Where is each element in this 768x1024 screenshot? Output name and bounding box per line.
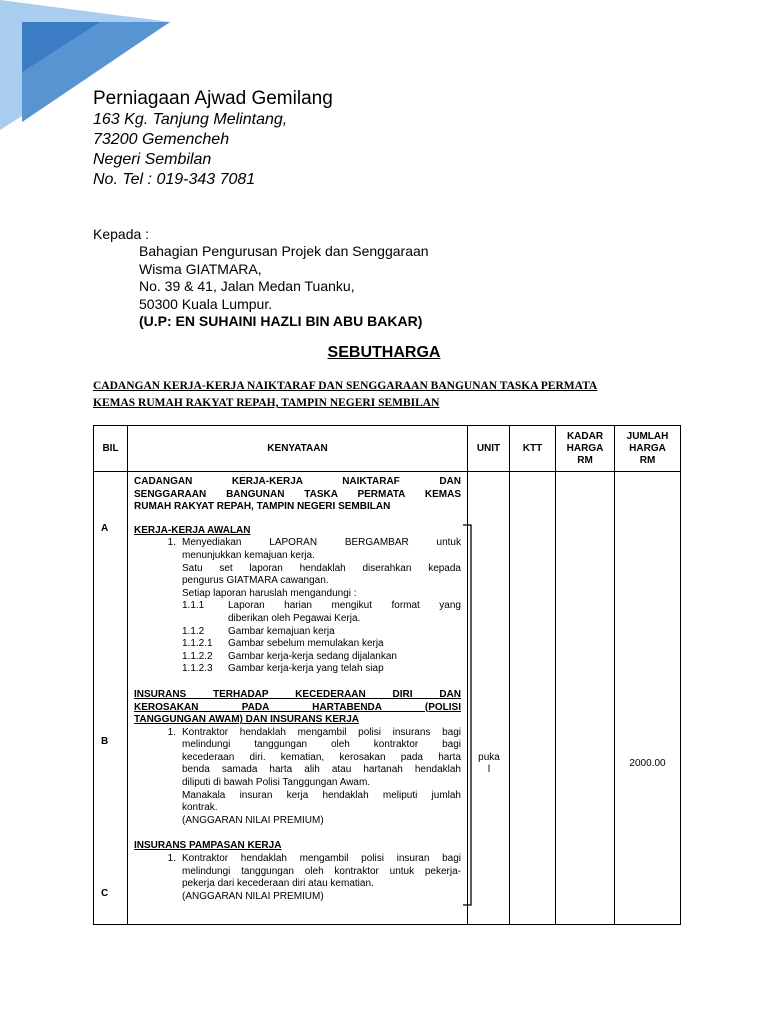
recipient-block [139, 243, 429, 331]
section-b-heading-line: TANGGUNGAN AWAM) DAN INSURANS KERJA [134, 714, 359, 726]
address-line: 163 Kg. Tanjung Melintang, [93, 111, 288, 128]
sub-item [134, 638, 461, 651]
unit-value [474, 752, 504, 776]
address-line: 73200 Gemencheh [93, 131, 230, 148]
bil-b: B [101, 736, 109, 747]
jumlah-value: 2000.00 [629, 758, 666, 769]
bil-cell [94, 472, 128, 925]
section-b-heading-line: KEROSAKAN PADA HARTABENDA (POLISI [134, 701, 461, 713]
bil-c: C [101, 888, 109, 899]
section-a-para [134, 563, 461, 601]
bracket-line [463, 525, 471, 905]
bil-a: A [101, 523, 109, 534]
sub-item [134, 663, 461, 676]
section-c-item [134, 853, 461, 903]
kadar-cell [556, 472, 615, 925]
premium-note: (ANGGARAN NILAI PREMIUM) [182, 814, 324, 826]
item-line: benda samada harta alih atau hartanah hendaklah [182, 764, 461, 776]
document-title: SEBUTHARGA [327, 344, 441, 361]
header-jumlah-harga [615, 426, 681, 472]
para-line: Satu set laporan hendaklah diserahkan kepada [182, 562, 461, 574]
item-line: diliputi di bawah Polisi Tanggungan Awam. [182, 777, 371, 789]
sub-number: 1.1.2.3 [182, 663, 213, 675]
item-text [182, 537, 461, 562]
company-name: Perniagaan Ajwad Gemilang [93, 88, 333, 109]
sub-line: diberikan oleh Pegawai Kerja. [228, 612, 361, 624]
item-text [182, 853, 461, 903]
section-b-item [134, 727, 461, 790]
attention-line: (U.P: EN SUHAINI HAZLI BIN ABU BAKAR) [139, 313, 423, 329]
item-line: melindungi tanggungan oleh kontraktor bagi [182, 739, 461, 751]
recipient-line: 50300 Kuala Lumpur. [139, 295, 273, 312]
header-jumlah-line: RM [639, 454, 656, 466]
intro-line: SENGGARAAN BANGUNAN TASKA PERMATA KEMAS [134, 488, 461, 500]
item-number: 1. [167, 853, 176, 865]
item-line: kecederaan diri. kematian, kerosakan pada harta [182, 751, 461, 763]
section-a [134, 525, 461, 676]
section-c-heading: INSURANS PAMPASAN KERJA [134, 840, 282, 852]
header-jumlah-line: HARGA [629, 442, 666, 454]
sub-line: Gambar kerja-kerja yang telah siap [228, 663, 384, 675]
header-kenyataan: KENYATAAN [128, 426, 468, 472]
section-a-heading: KERJA-KERJA AWALAN [134, 524, 251, 536]
header-bil: BIL [94, 426, 128, 472]
section-b-heading-line: INSURANS TERHADAP KECEDERAAN DIRI DAN [134, 688, 461, 700]
sub-number: 1.1.2.1 [182, 638, 213, 650]
unit-value-line: puka [478, 752, 500, 763]
sub-line: Laporan harian mengikut format yang [228, 600, 461, 612]
para-line: pengurus GIATMARA cawangan. [182, 575, 329, 587]
item-line: melindungi tanggungan oleh kontraktor untuk pekerja- [182, 865, 461, 877]
phone-line: No. Tel : 019-343 7081 [93, 171, 256, 188]
bracket-graphic [462, 524, 474, 906]
section-a-item [134, 537, 461, 562]
header-unit: UNIT [468, 426, 510, 472]
sub-line: Gambar kemajuan kerja [228, 625, 335, 637]
sub-line: Gambar kerja-kerja sedang dijalankan [228, 650, 397, 662]
subject [93, 378, 683, 412]
intro-block [134, 476, 461, 514]
subject-line: KEMAS RUMAH RAKYAT REPAH, TAMPIN NEGERI SEMBILAN [93, 397, 440, 409]
recipient-line: Wisma GIATMARA, [139, 260, 262, 277]
header-kadar-line: HARGA [566, 442, 604, 454]
sub-number: 1.1.2.2 [182, 650, 213, 662]
quotation-table [93, 425, 681, 925]
sub-text [228, 600, 461, 625]
section-b [134, 689, 461, 828]
jumlah-cell [615, 472, 681, 925]
item-text [182, 727, 461, 790]
item-number: 1. [167, 537, 176, 549]
item-line: menunjukkan kemajuan kerja. [182, 549, 315, 561]
header-kadar-harga [556, 426, 615, 472]
header-jumlah-line: JUMLAH [626, 430, 669, 442]
sender-block [93, 88, 693, 190]
sub-item [134, 600, 461, 625]
subject-line: CADANGAN KERJA-KERJA NAIKTARAF DAN SENGGARAAN BANGUNAN TASKA PERMATA [93, 380, 598, 392]
header-kadar-line: KADAR [566, 430, 604, 442]
item-number: 1. [167, 726, 176, 738]
recipient-line: No. 39 & 41, Jalan Medan Tuanku, [139, 278, 355, 294]
sub-item [134, 651, 461, 664]
header-kadar-line: RM [577, 454, 593, 466]
premium-note: (ANGGARAN NILAI PREMIUM) [182, 890, 324, 902]
sub-item [134, 626, 461, 639]
kenyataan-cell [128, 472, 468, 925]
sub-number: 1.1.2 [182, 625, 205, 637]
item-line: Menyediakan LAPORAN BERGAMBAR untuk [182, 537, 461, 549]
para-line: Manakala insuran kerja hendaklah meliputi jumlah [182, 789, 461, 801]
item-line: Kontraktor hendaklah mengambil polisi insurans bagi [182, 726, 461, 738]
address-line: Negeri Sembilan [93, 151, 212, 168]
header-ktt: KTT [510, 426, 556, 472]
recipient-line: Bahagian Pengurusan Projek dan Senggaraan [139, 243, 429, 259]
item-line: pekerja dari kecederaan diri atau kematian. [182, 878, 374, 890]
ktt-cell [510, 472, 556, 925]
section-b-para [134, 790, 461, 828]
para-line: kontrak. [182, 802, 218, 814]
item-line: Kontraktor hendaklah mengambil polisi insuran bagi [182, 853, 461, 865]
recipient-label: Kepada : [93, 226, 150, 242]
para-line: Setiap laporan haruslah mengandungi : [182, 587, 357, 599]
sub-number: 1.1.1 [182, 600, 205, 612]
sub-line: Gambar sebelum memulakan kerja [228, 638, 384, 650]
intro-line: RUMAH RAKYAT REPAH, TAMPIN NEGERI SEMBILAN [134, 501, 391, 513]
section-c [134, 840, 461, 903]
table-body-row [94, 472, 681, 925]
intro-line: CADANGAN KERJA-KERJA NAIKTARAF DAN [134, 476, 461, 487]
table-header-row [94, 426, 681, 472]
unit-value-line: l [487, 764, 491, 775]
